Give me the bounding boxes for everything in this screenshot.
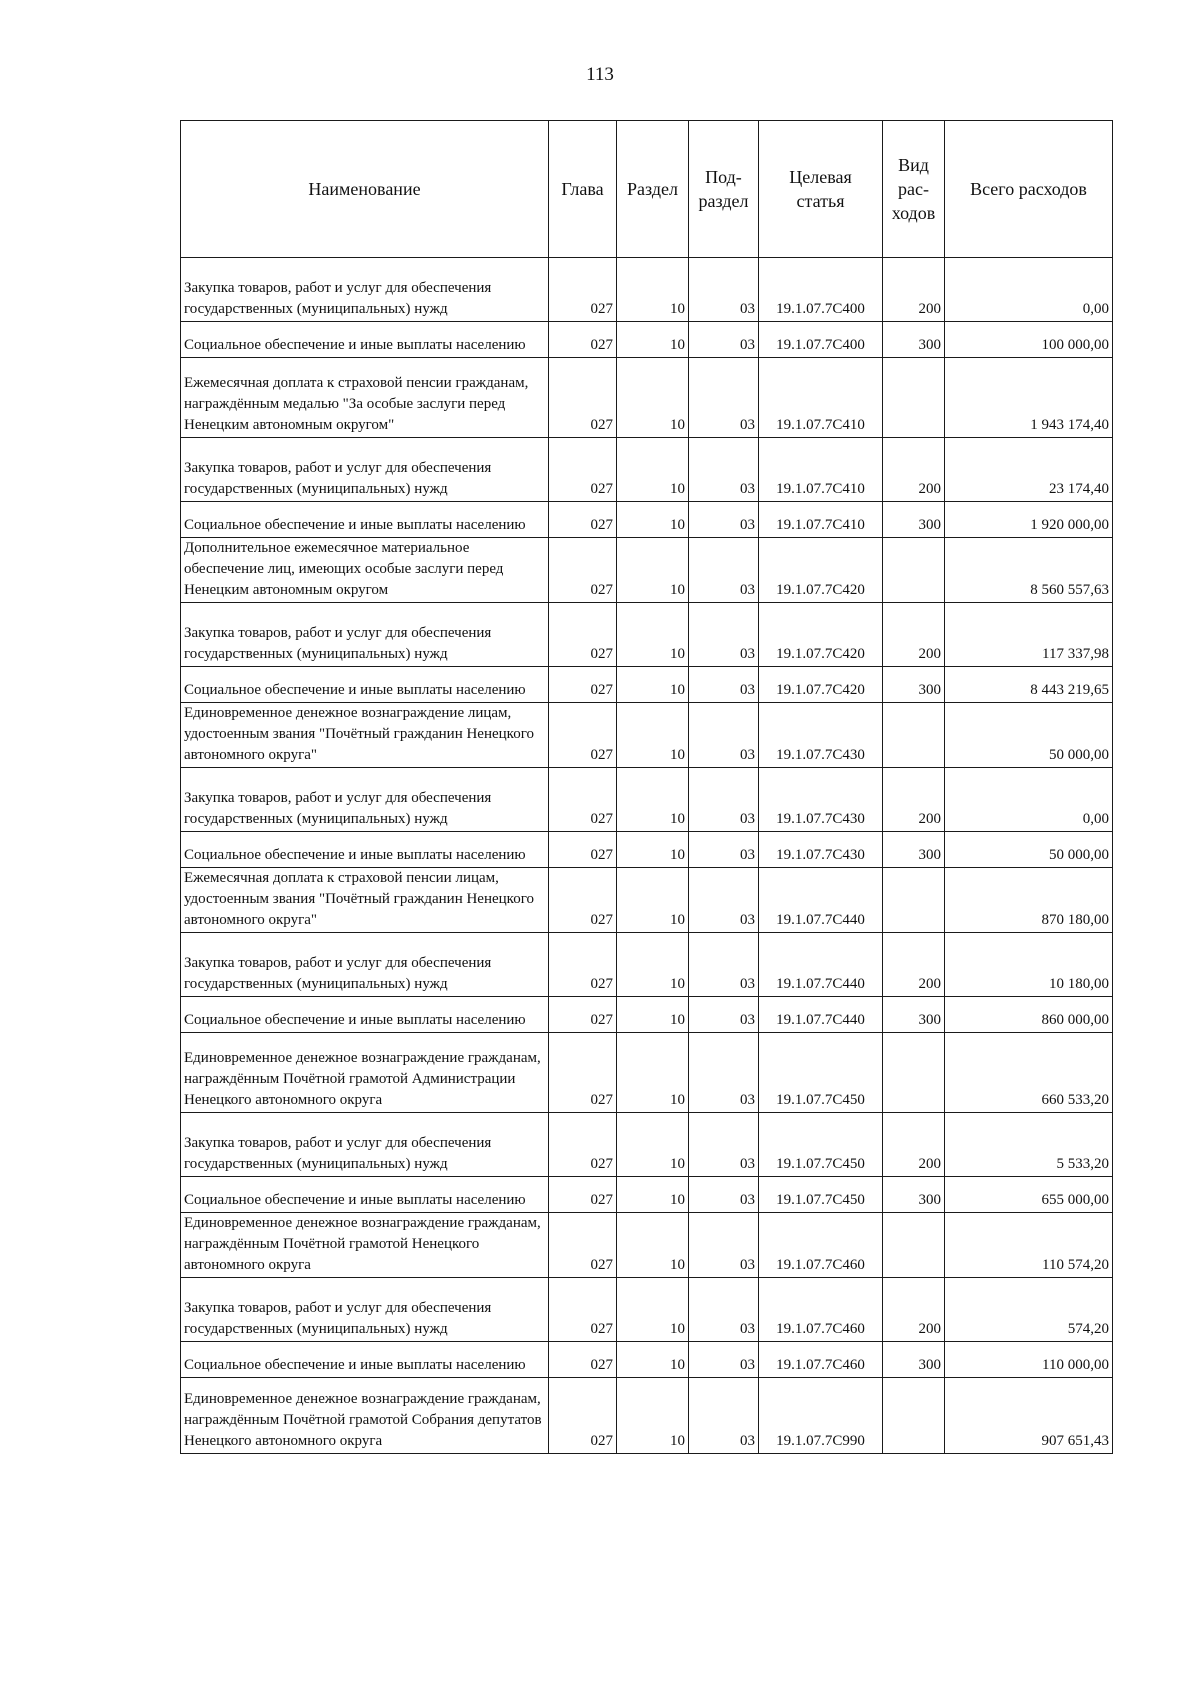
cell-type (883, 1033, 945, 1113)
cell-total: 5 533,20 (945, 1113, 1113, 1177)
cell-target: 19.1.07.7С410 (759, 502, 883, 538)
cell-type: 300 (883, 502, 945, 538)
cell-target: 19.1.07.7С430 (759, 768, 883, 832)
cell-type (883, 703, 945, 768)
cell-type (883, 538, 945, 603)
cell-section: 10 (617, 1113, 689, 1177)
cell-section: 10 (617, 933, 689, 997)
cell-subsection: 03 (689, 1278, 759, 1342)
cell-section: 10 (617, 1278, 689, 1342)
table-row (181, 868, 1113, 933)
cell-name: Единовременное денежное вознаграждение гражданам, награждённым Почётной грамотой Собрания депутатов Ненецкого автономного округа (181, 1378, 549, 1454)
cell-total: 8 443 219,65 (945, 667, 1113, 703)
cell-subsection: 03 (689, 1033, 759, 1113)
table-row (181, 1213, 1113, 1278)
header-chapter: Глава (549, 121, 617, 258)
cell-chapter: 027 (549, 538, 617, 603)
cell-subsection: 03 (689, 538, 759, 603)
cell-subsection: 03 (689, 1113, 759, 1177)
cell-subsection: 03 (689, 1378, 759, 1454)
cell-target: 19.1.07.7С410 (759, 358, 883, 438)
cell-subsection: 03 (689, 997, 759, 1033)
cell-total: 660 533,20 (945, 1033, 1113, 1113)
cell-subsection: 03 (689, 933, 759, 997)
cell-target: 19.1.07.7С430 (759, 703, 883, 768)
header-section: Раздел (617, 121, 689, 258)
cell-subsection: 03 (689, 603, 759, 667)
cell-type: 300 (883, 1177, 945, 1213)
cell-type (883, 358, 945, 438)
cell-chapter: 027 (549, 502, 617, 538)
cell-chapter: 027 (549, 933, 617, 997)
cell-type: 200 (883, 438, 945, 502)
table-row (181, 1342, 1113, 1378)
cell-chapter: 027 (549, 667, 617, 703)
cell-section: 10 (617, 1342, 689, 1378)
table-row (181, 1278, 1113, 1342)
table-row (181, 832, 1113, 868)
cell-total: 100 000,00 (945, 322, 1113, 358)
cell-type: 300 (883, 997, 945, 1033)
cell-name: Социальное обеспечение и иные выплаты населению (181, 502, 549, 538)
cell-total: 23 174,40 (945, 438, 1113, 502)
table-row (181, 1378, 1113, 1454)
cell-chapter: 027 (549, 1278, 617, 1342)
cell-type: 300 (883, 1342, 945, 1378)
cell-name: Социальное обеспечение и иные выплаты населению (181, 1342, 549, 1378)
cell-section: 10 (617, 832, 689, 868)
cell-name: Закупка товаров, работ и услуг для обеспечения государственных (муниципальных) нужд (181, 1278, 549, 1342)
cell-chapter: 027 (549, 358, 617, 438)
cell-target: 19.1.07.7С400 (759, 322, 883, 358)
cell-section: 10 (617, 868, 689, 933)
cell-total: 870 180,00 (945, 868, 1113, 933)
cell-subsection: 03 (689, 768, 759, 832)
cell-chapter: 027 (549, 603, 617, 667)
cell-total: 110 000,00 (945, 1342, 1113, 1378)
cell-section: 10 (617, 768, 689, 832)
table-row (181, 322, 1113, 358)
cell-subsection: 03 (689, 703, 759, 768)
cell-target: 19.1.07.7С990 (759, 1378, 883, 1454)
table-row (181, 1113, 1113, 1177)
page-number: 113 (586, 64, 614, 85)
cell-name: Закупка товаров, работ и услуг для обеспечения государственных (муниципальных) нужд (181, 1113, 549, 1177)
cell-name: Социальное обеспечение и иные выплаты населению (181, 1177, 549, 1213)
cell-type: 300 (883, 322, 945, 358)
cell-subsection: 03 (689, 438, 759, 502)
cell-subsection: 03 (689, 1177, 759, 1213)
table-row (181, 438, 1113, 502)
header-total: Всего расходов (945, 121, 1113, 258)
cell-total: 50 000,00 (945, 703, 1113, 768)
cell-target: 19.1.07.7С420 (759, 667, 883, 703)
cell-section: 10 (617, 538, 689, 603)
cell-name: Ежемесячная доплата к страховой пенсии гражданам, награждённым медалью "За особые заслуги перед Ненецким автономным округом" (181, 358, 549, 438)
cell-name: Единовременное денежное вознаграждение лицам, удостоенным звания "Почётный гражданин Ненецкого автономного округа" (181, 703, 549, 768)
cell-total: 8 560 557,63 (945, 538, 1113, 603)
cell-target: 19.1.07.7С430 (759, 832, 883, 868)
cell-chapter: 027 (549, 1378, 617, 1454)
table-row (181, 703, 1113, 768)
header-target: Целевая статья (759, 121, 883, 258)
cell-section: 10 (617, 1378, 689, 1454)
cell-section: 10 (617, 358, 689, 438)
cell-subsection: 03 (689, 1342, 759, 1378)
cell-section: 10 (617, 603, 689, 667)
cell-type: 200 (883, 1113, 945, 1177)
cell-chapter: 027 (549, 868, 617, 933)
cell-name: Социальное обеспечение и иные выплаты населению (181, 997, 549, 1033)
cell-total: 574,20 (945, 1278, 1113, 1342)
cell-target: 19.1.07.7С450 (759, 1177, 883, 1213)
cell-target: 19.1.07.7С420 (759, 538, 883, 603)
cell-target: 19.1.07.7С440 (759, 868, 883, 933)
cell-type: 200 (883, 933, 945, 997)
cell-chapter: 027 (549, 1033, 617, 1113)
cell-chapter: 027 (549, 1113, 617, 1177)
cell-name: Единовременное денежное вознаграждение гражданам, награждённым Почётной грамотой Администрации Ненецкого автономного округа (181, 1033, 549, 1113)
cell-total: 907 651,43 (945, 1378, 1113, 1454)
cell-name: Закупка товаров, работ и услуг для обеспечения государственных (муниципальных) нужд (181, 603, 549, 667)
cell-type: 200 (883, 1278, 945, 1342)
cell-chapter: 027 (549, 832, 617, 868)
cell-chapter: 027 (549, 703, 617, 768)
cell-name: Ежемесячная доплата к страховой пенсии лицам, удостоенным звания "Почётный гражданин Ненецкого автономного округа" (181, 868, 549, 933)
cell-name: Закупка товаров, работ и услуг для обеспечения государственных (муниципальных) нужд (181, 438, 549, 502)
table-row (181, 667, 1113, 703)
cell-chapter: 027 (549, 1177, 617, 1213)
cell-section: 10 (617, 1213, 689, 1278)
cell-total: 0,00 (945, 258, 1113, 322)
cell-chapter: 027 (549, 1213, 617, 1278)
cell-type: 200 (883, 768, 945, 832)
cell-type: 300 (883, 832, 945, 868)
cell-section: 10 (617, 1177, 689, 1213)
cell-target: 19.1.07.7С460 (759, 1342, 883, 1378)
table-row (181, 1177, 1113, 1213)
cell-target: 19.1.07.7С450 (759, 1113, 883, 1177)
cell-total: 50 000,00 (945, 832, 1113, 868)
cell-total: 655 000,00 (945, 1177, 1113, 1213)
cell-target: 19.1.07.7С450 (759, 1033, 883, 1113)
cell-chapter: 027 (549, 768, 617, 832)
cell-section: 10 (617, 667, 689, 703)
cell-subsection: 03 (689, 667, 759, 703)
cell-chapter: 027 (549, 1342, 617, 1378)
cell-total: 117 337,98 (945, 603, 1113, 667)
cell-type (883, 868, 945, 933)
cell-subsection: 03 (689, 832, 759, 868)
cell-total: 10 180,00 (945, 933, 1113, 997)
table-row (181, 358, 1113, 438)
cell-total: 1 943 174,40 (945, 358, 1113, 438)
cell-name: Дополнительное ежемесячное материальное обеспечение лиц, имеющих особые заслуги перед Ненецким автономным округом (181, 538, 549, 603)
cell-subsection: 03 (689, 1213, 759, 1278)
cell-target: 19.1.07.7С460 (759, 1213, 883, 1278)
cell-section: 10 (617, 997, 689, 1033)
cell-type: 200 (883, 258, 945, 322)
cell-name: Социальное обеспечение и иные выплаты населению (181, 322, 549, 358)
cell-chapter: 027 (549, 258, 617, 322)
table-row (181, 538, 1113, 603)
cell-name: Социальное обеспечение и иные выплаты населению (181, 667, 549, 703)
cell-chapter: 027 (549, 322, 617, 358)
table-row (181, 933, 1113, 997)
cell-section: 10 (617, 502, 689, 538)
cell-total: 110 574,20 (945, 1213, 1113, 1278)
cell-section: 10 (617, 1033, 689, 1113)
cell-chapter: 027 (549, 997, 617, 1033)
cell-type: 200 (883, 603, 945, 667)
cell-subsection: 03 (689, 502, 759, 538)
cell-name: Единовременное денежное вознаграждение гражданам, награждённым Почётной грамотой Ненецкого автономного округа (181, 1213, 549, 1278)
cell-type (883, 1378, 945, 1454)
table-row (181, 997, 1113, 1033)
cell-target: 19.1.07.7С400 (759, 258, 883, 322)
cell-target: 19.1.07.7С410 (759, 438, 883, 502)
header-type: Вид рас- ходов (883, 121, 945, 258)
cell-name: Закупка товаров, работ и услуг для обеспечения государственных (муниципальных) нужд (181, 933, 549, 997)
cell-target: 19.1.07.7С420 (759, 603, 883, 667)
cell-name: Закупка товаров, работ и услуг для обеспечения государственных (муниципальных) нужд (181, 768, 549, 832)
cell-subsection: 03 (689, 868, 759, 933)
cell-subsection: 03 (689, 322, 759, 358)
cell-total: 0,00 (945, 768, 1113, 832)
cell-total: 1 920 000,00 (945, 502, 1113, 538)
cell-subsection: 03 (689, 258, 759, 322)
header-name: Наименование (181, 121, 549, 258)
cell-section: 10 (617, 322, 689, 358)
header-subsection: Под- раздел (689, 121, 759, 258)
table-row (181, 768, 1113, 832)
table-row (181, 502, 1113, 538)
budget-table (180, 120, 1113, 1454)
table-row (181, 258, 1113, 322)
cell-subsection: 03 (689, 358, 759, 438)
cell-section: 10 (617, 703, 689, 768)
table-header-row (181, 121, 1113, 258)
cell-target: 19.1.07.7С440 (759, 997, 883, 1033)
table-row (181, 603, 1113, 667)
cell-chapter: 027 (549, 438, 617, 502)
cell-target: 19.1.07.7С460 (759, 1278, 883, 1342)
cell-type: 300 (883, 667, 945, 703)
cell-name: Закупка товаров, работ и услуг для обеспечения государственных (муниципальных) нужд (181, 258, 549, 322)
cell-total: 860 000,00 (945, 997, 1113, 1033)
cell-section: 10 (617, 258, 689, 322)
cell-section: 10 (617, 438, 689, 502)
cell-target: 19.1.07.7С440 (759, 933, 883, 997)
table-row (181, 1033, 1113, 1113)
cell-type (883, 1213, 945, 1278)
cell-name: Социальное обеспечение и иные выплаты населению (181, 832, 549, 868)
